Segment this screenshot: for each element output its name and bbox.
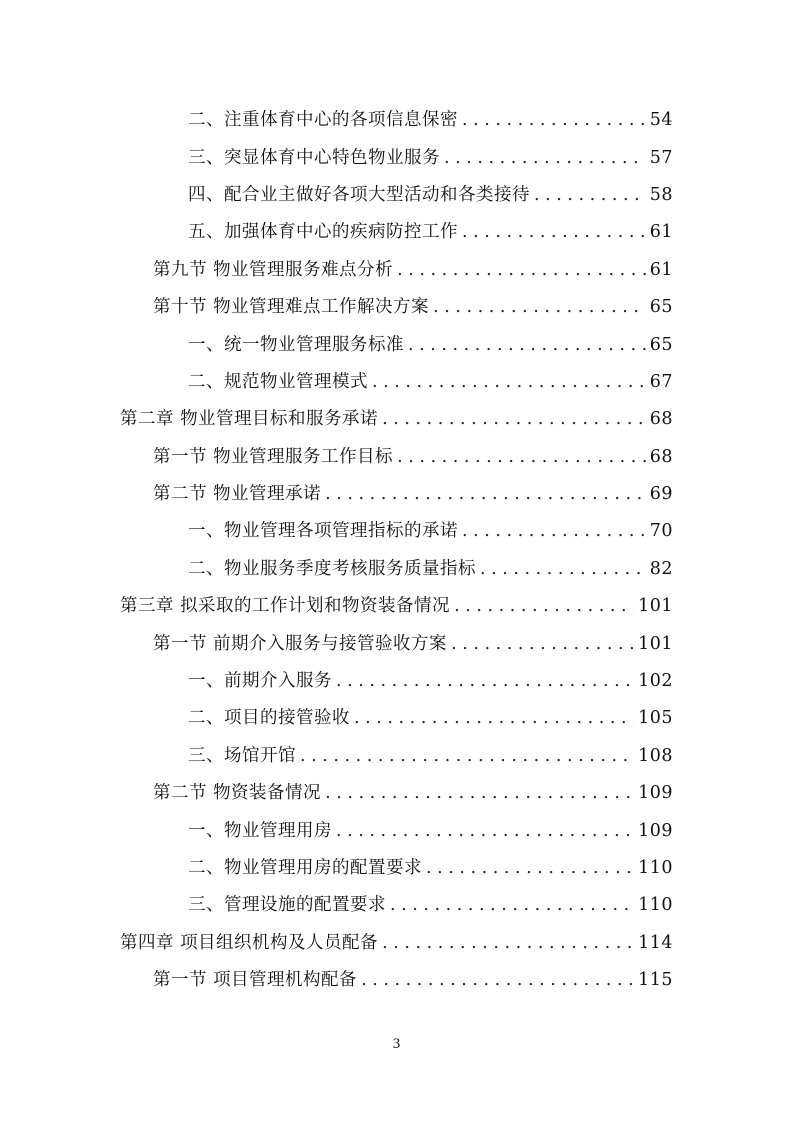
toc-entry-line [120,929,673,954]
toc-entry-page: 57 [649,147,673,168]
toc-entry-page: 105 [638,708,673,729]
toc-entry-title: 第九节 物业管理服务难点分析 [153,259,394,280]
toc-entry-page: 101 [638,596,673,617]
toc-entry-page: 82 [649,558,673,579]
toc-entry-title: 第二章 物业管理目标和服务承诺 [120,409,379,430]
toc-entry-page: 108 [638,745,673,766]
toc-entry-title: 第二节 物资装备情况 [153,783,322,804]
toc-entry-line [153,966,673,991]
toc-entry-title: 第十节 物业管理难点工作解决方案 [153,297,430,318]
toc-entry-line [188,331,673,356]
dot-leader [372,372,646,392]
dot-leader [361,970,634,990]
toc-entry-title: 三、管理设施的配置要求 [188,895,386,916]
toc-entry[interactable] [0,773,793,810]
toc-entry-page: 67 [649,371,673,392]
toc-entry-page: 68 [649,446,673,467]
toc-entry[interactable] [0,287,793,324]
toc-entry-title: 第一节 前期介入服务与接管验收方案 [153,633,448,654]
toc-entry-title: 第一节 项目管理机构配备 [153,970,358,991]
toc-entry[interactable] [0,100,793,137]
toc-entry[interactable] [0,399,793,436]
toc-entry-title: 第三章 拟采取的工作计划和物资装备情况 [120,596,451,617]
toc-entry-page: 69 [649,484,673,505]
toc-entry[interactable] [0,661,793,698]
toc-entry-page: 109 [638,783,673,804]
toc-entry-line [153,443,673,468]
toc-entry[interactable] [0,810,793,847]
toc-entry-line [120,592,673,617]
dot-leader [462,110,646,130]
page-number: 3 [392,1036,401,1052]
toc-entry[interactable] [0,885,793,922]
toc-entry[interactable] [0,698,793,735]
toc-entry[interactable] [0,736,793,773]
toc-entry-page: 61 [649,259,673,280]
toc-entry-title: 二、物业管理用房的配置要求 [188,858,422,878]
toc-entry-line [188,218,673,243]
toc-entry-title: 一、物业管理各项管理指标的承诺 [188,521,458,542]
toc-entry-page: 65 [649,334,673,355]
dot-leader [534,185,646,205]
dot-leader [426,858,634,878]
toc-entry-title: 二、注重体育中心的各项信息保密 [188,110,458,131]
toc-entry-line [188,181,673,206]
toc-entry-line [188,555,673,580]
dot-leader [336,821,634,841]
toc-entry-title: 一、统一物业管理服务标准 [188,334,404,355]
dot-leader [382,409,646,429]
toc-entry-page: 70 [649,521,673,542]
toc-entry-title: 五、加强体育中心的疾病防控工作 [188,222,458,243]
dot-leader [454,596,634,616]
toc-entry-line [153,630,673,655]
toc-entry[interactable] [0,511,793,548]
toc-entry-line [188,742,673,767]
dot-leader [354,708,634,728]
toc-entry-page: 114 [638,932,673,953]
dot-leader [444,148,646,168]
toc-entry[interactable] [0,586,793,623]
toc-entry-line [188,891,673,916]
toc-entry-page: 102 [638,671,673,692]
toc-entry-page: 110 [638,858,673,878]
toc-entry[interactable] [0,437,793,474]
toc-entry-title: 三、场馆开馆 [188,745,296,766]
toc-entry-line [188,368,673,393]
dot-leader [300,746,634,766]
toc-entry-line [188,704,673,729]
toc-entry[interactable] [0,212,793,249]
dot-leader [336,671,634,691]
toc-entry[interactable] [0,960,793,997]
toc-entry-title: 二、规范物业管理模式 [188,371,368,392]
toc-entry[interactable] [0,549,793,586]
toc-entry-title: 第一节 物业管理服务工作目标 [153,446,394,467]
toc-entry-line [153,779,673,804]
toc-entry-title: 三、突显体育中心特色物业服务 [188,147,440,168]
toc-entry-page: 61 [649,222,673,243]
dot-leader [390,895,634,915]
toc-entry[interactable] [0,250,793,287]
toc-entry[interactable] [0,848,793,885]
toc-entry-title: 二、物业服务季度考核服务质量指标 [188,558,476,579]
toc-entry-line [188,144,673,169]
dot-leader [480,559,646,579]
dot-leader [451,634,634,654]
toc-entry-page: 110 [638,895,673,916]
toc-entry-line [120,405,673,430]
dot-leader [433,297,646,317]
toc-entry-page: 68 [649,409,673,430]
toc-entry[interactable] [0,623,793,660]
toc-entry-line [188,817,673,842]
toc-entry-line [188,517,673,542]
toc-entry[interactable] [0,175,793,212]
toc-entry[interactable] [0,923,793,960]
toc-entry-line [153,480,673,505]
toc-entry-title: 第二节 物业管理承诺 [153,484,322,505]
toc-entry-title: 第四章 项目组织机构及人员配备 [120,932,379,953]
toc-entry-page: 115 [638,970,673,991]
dot-leader [462,222,646,242]
toc-entry-line [188,667,673,692]
toc-entry-title: 一、前期介入服务 [188,671,332,692]
dot-leader [397,260,646,280]
toc-entry-title: 二、项目的接管验收 [188,708,350,729]
toc-entry-page: 58 [649,184,673,205]
toc-entry-page: 54 [649,110,673,131]
toc-entry-page: 109 [638,820,673,841]
dot-leader [325,783,634,803]
toc-entry-title: 一、物业管理用房 [188,820,332,841]
table-of-contents [0,100,793,997]
toc-entry[interactable] [0,324,793,361]
toc-entry-line [188,106,673,131]
toc-entry-page: 65 [649,297,673,318]
dot-leader [408,335,646,355]
dot-leader [397,447,646,467]
dot-leader [325,484,646,504]
toc-entry-page: 101 [638,633,673,654]
toc-entry-line [188,854,673,879]
toc-entry-title: 四、配合业主做好各项大型活动和各类接待 [188,184,530,205]
toc-entry[interactable] [0,362,793,399]
toc-entry[interactable] [0,137,793,174]
toc-entry-line [153,293,673,318]
dot-leader [462,521,646,541]
toc-entry-line [153,256,673,281]
dot-leader [382,933,634,953]
toc-entry[interactable] [0,474,793,511]
